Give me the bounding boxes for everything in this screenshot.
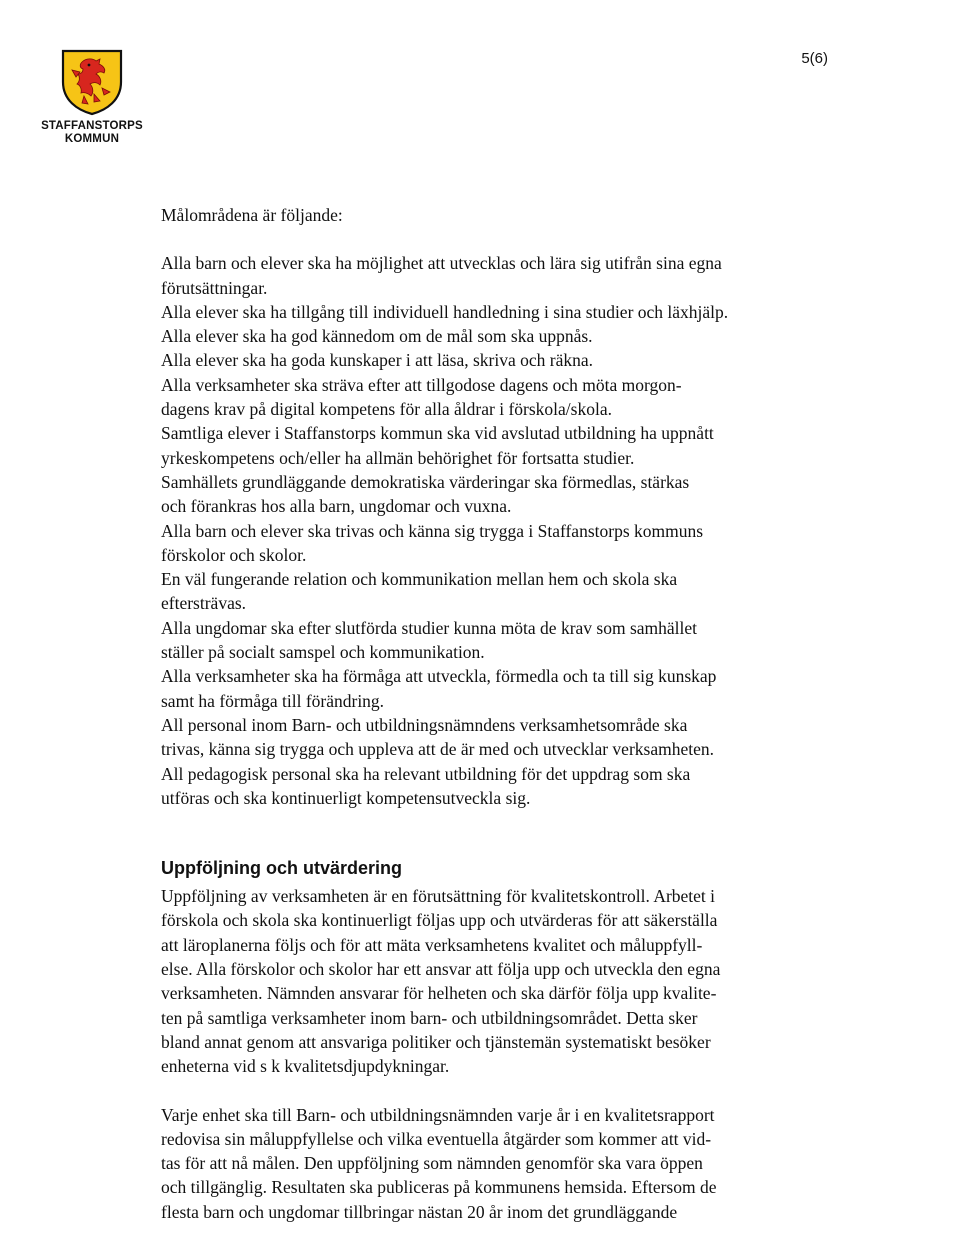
goal-item: Alla verksamheter ska sträva efter att tillgodose dagens och möta morgon- dagens krav på digital kompetens för alla åldrar i förskola/skola.: [161, 374, 682, 420]
goal-item: Alla barn och elever ska trivas och känna sig trygga i Staffanstorps kommuns förskolor och skolor.: [161, 520, 704, 565]
goal-item: Alla elever ska ha goda kunskaper i att läsa, skriva och räkna.: [161, 350, 593, 371]
logo-wordmark: [40, 120, 144, 146]
followup-paragraph: Uppföljning av verksamheten är en förutsättning för kvalitetskontroll. Arbetet i förskola och skola ska kontinuerligt följas upp och utvärderas för att säkerställa att läroplanerna följs och för att mäta verksamhetens kvalitet och måluppfyll- else. Alla förskolor och skolor har ett ansvar att följa upp och utveckla den egna verksamheten. Nämnden ansvarar för helheten och ska därför följa upp kvalite- ten på samtliga verksamheter inom barn- och utbildningsområdet. Detta sker bland annat genom att ansvariga politiker och tjänstemän systematiskt besöker enheterna vid s k kvalitetsdjupdykningar.: [161, 886, 721, 1077]
logo-line-2: KOMMUN: [64, 133, 120, 145]
goal-item: En väl fungerande relation och kommunikation mellan hem och skola ska eftersträvas.: [161, 569, 678, 614]
goal-item: All personal inom Barn- och utbildningsnämndens verksamhetsområde ska trivas, känna sig trygga och uppleva att de är med och utvecklar verksamheten.: [161, 714, 714, 760]
document-body: [161, 203, 861, 1248]
section-heading: Uppföljning och utvärdering: [161, 858, 402, 879]
goal-item: Alla verksamheter ska ha förmåga att utveckla, förmedla och ta till sig kunskap samt ha förmåga till förändring.: [161, 666, 717, 711]
coat-of-arms-icon: [60, 48, 124, 116]
goal-item: Alla elever ska ha tillgång till individuell handledning i sina studier och läxhjälp.: [161, 301, 729, 322]
municipality-logo: [40, 48, 144, 152]
goals-list: [161, 251, 861, 810]
goal-item: Alla ungdomar ska efter slutförda studier kunna möta de krav som samhället ställer på socialt samspel och kommunikation.: [161, 617, 698, 663]
quality-report-paragraph: Varje enhet ska till Barn- och utbildningsnämnden varje år i en kvalitetsrapport redovisa sin måluppfyllelse och vilka eventuella åtgärder som kommer att vid- tas för att nå målen. Den uppföljning som nämnden genomför ska vara öppen och tillgänglig. Resultaten ska publiceras på kommunens hemsida. Eftersom de flesta barn och ungdomar tillbringar nästan 20 år inom det grundläggande: [161, 1104, 717, 1222]
goal-item: Alla elever ska ha god kännedom om de mål som ska uppnås.: [161, 326, 593, 347]
logo-line-1: STAFFANSTORPS: [41, 120, 143, 132]
goal-item: All pedagogisk personal ska ha relevant utbildning för det uppdrag som ska utföras och ska kontinuerligt kompetensutveckla sig.: [161, 763, 691, 808]
goal-item: Alla barn och elever ska ha möjlighet att utvecklas och lära sig utifrån sina egna förutsättningar.: [161, 253, 722, 298]
goal-item: Samhällets grundläggande demokratiska värderingar ska förmedlas, stärkas och förankras hos alla barn, ungdomar och vuxna.: [161, 471, 690, 517]
goal-item: Samtliga elever i Staffanstorps kommun ska vid avslutad utbildning ha uppnått yrkeskompetens och/eller ha allmän behörighet för fortsatta studier.: [161, 423, 714, 468]
intro-text: Målområdena är följande:: [161, 205, 343, 225]
page-number: 5(6): [801, 50, 828, 67]
